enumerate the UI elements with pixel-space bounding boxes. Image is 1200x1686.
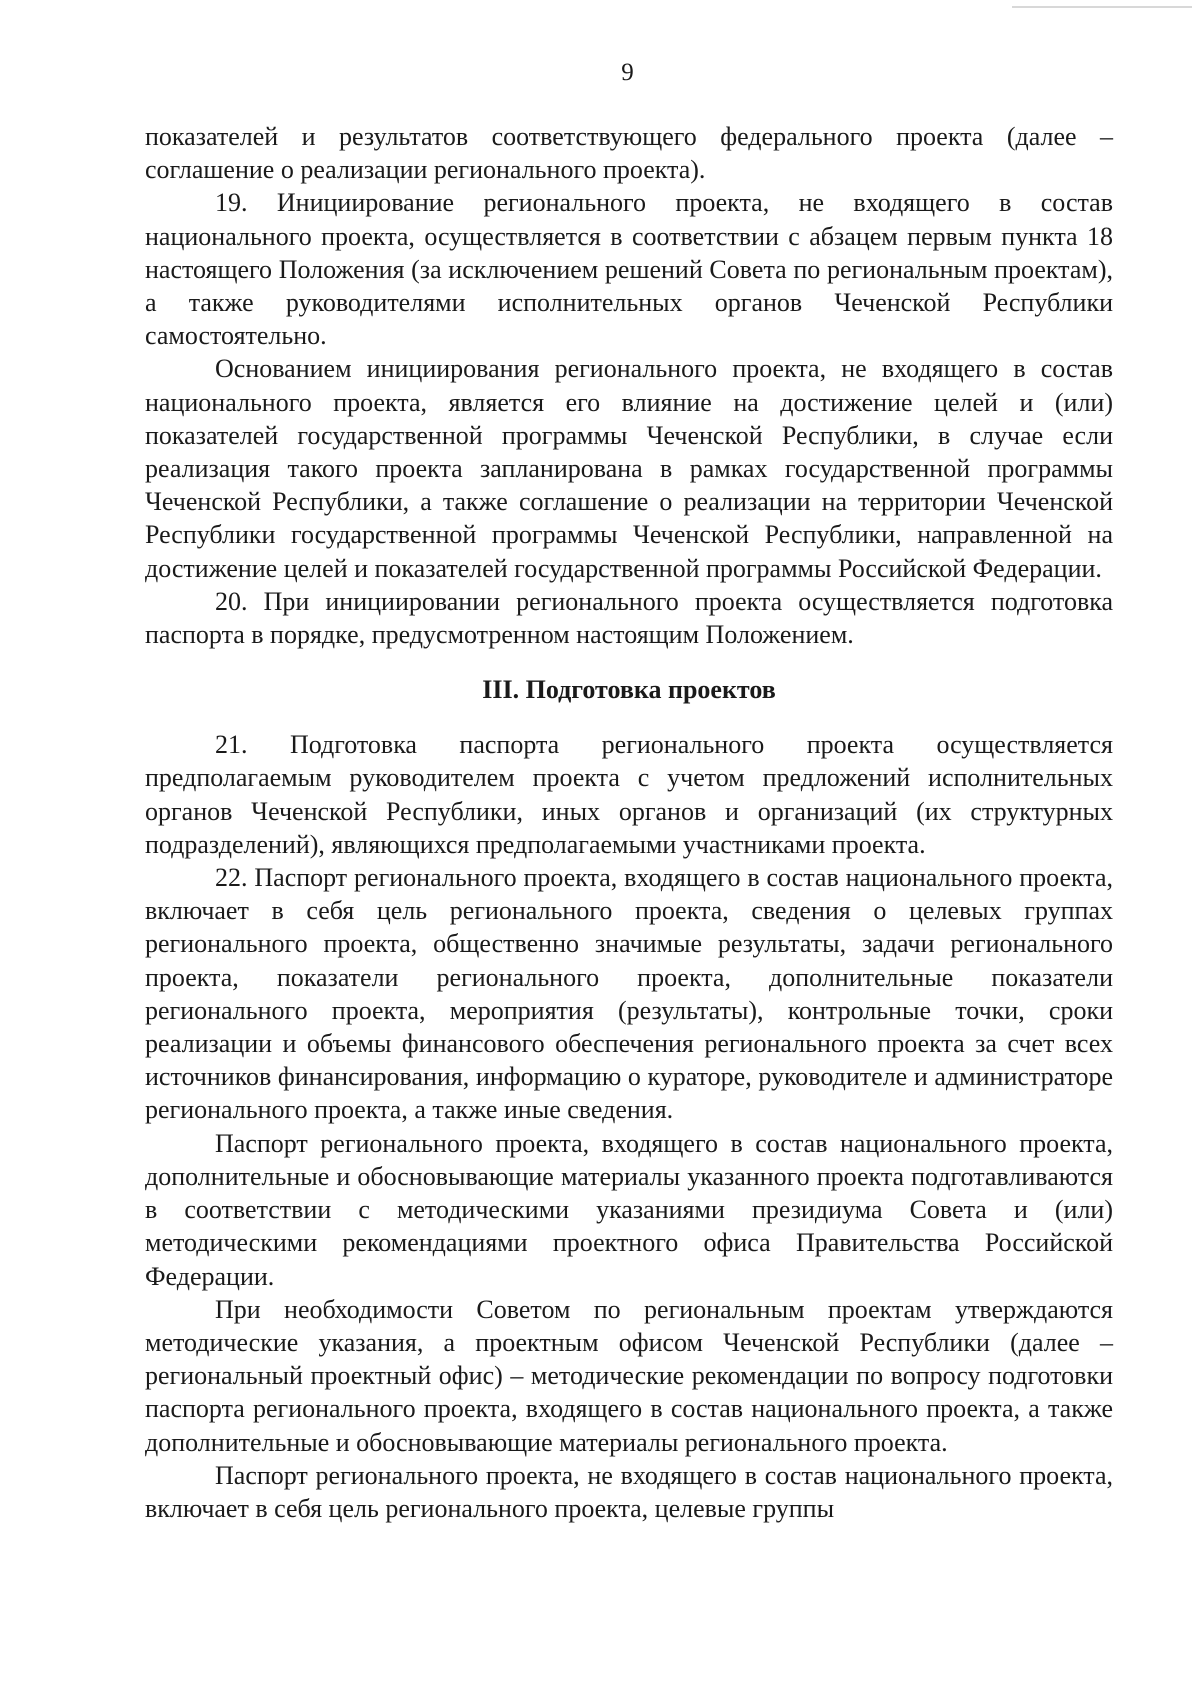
paragraph-item-20: 20. При инициировании регионального проекта осуществляется подготовка паспорта в порядке, предусмотренном настоящим Положением. (145, 586, 1113, 650)
section-heading: III. Подготовка проектов (482, 675, 776, 705)
page-number: 9 (621, 59, 634, 86)
paragraph-non-national-passport: Паспорт регионального проекта, не входящего в состав национального проекта, включает в себя цель регионального проекта, целевые группы (145, 1460, 1113, 1523)
paragraph-continuation: показателей и результатов соответствующего федерального проекта (далее – соглашение о реализации регионального проекта). (145, 122, 1113, 185)
scan-edge-mark (1012, 6, 1192, 8)
paragraph-item-19: 19. Инициирование регионального проекта, не входящего в состав национального проекта, осуществляется в соответствии с абзацем первым пункта 18 настоящего Положения (за исключением решений Совета по региональным проектам), а также руководителями исполнительных органов Чеченской Республики самостоятельно. (145, 188, 1113, 351)
paragraph-basis-initiation: Основанием инициирования регионального проекта, не входящего в состав национального проекта, является его влияние на достижение целей и (или) показателей государственной программы Чеченской Республики, в случае если реализация такого проекта запланирована в рамках государственной программы Чеченской Республики, а также соглашение о реализации на территории Чеченской Республики государственной программы Чеченской Республики, направленной на достижение целей и показателей государственной программы Российской Федерации. (145, 354, 1113, 583)
paragraph-methodical-guidance: При необходимости Советом по региональным проектам утверждаются методические указания, а проектным офисом Чеченской Республики (далее – региональный проектный офис) – методические рекомендации по вопросу подготовки паспорта регионального проекта, входящего в состав национального проекта, а также дополнительные и обосновывающие материалы регионального проекта. (145, 1294, 1113, 1457)
paragraph-passport-materials: Паспорт регионального проекта, входящего в состав национального проекта, дополнительные и обосновывающие материалы указанного проекта подготавливаются в соответствии с методическими указаниями президиума Совета и (или) методическими рекомендациями проектного офиса Правительства Российской Федерации. (145, 1128, 1113, 1291)
document-body (145, 120, 1113, 1525)
paragraph-item-22: 22. Паспорт регионального проекта, входящего в состав национального проекта, включает в себя цель регионального проекта, сведения о целевых группах регионального проекта, общественно значимые результаты, задачи регионального проекта, показатели регионального проекта, дополнительные показатели регионального проекта, мероприятия (результаты), контрольные точки, сроки реализации и объемы финансового обеспечения регионального проекта за счет всех источников финансирования, информацию о кураторе, руководителе и администраторе регионального проекта, а также иные сведения. (145, 863, 1113, 1125)
paragraph-item-21: 21. Подготовка паспорта регионального проекта осуществляется предполагаемым руководителем проекта с учетом предложений исполнительных органов Чеченской Республики, иных органов и организаций (их структурных подразделений), являющихся предполагаемыми участниками проекта. (145, 730, 1113, 859)
